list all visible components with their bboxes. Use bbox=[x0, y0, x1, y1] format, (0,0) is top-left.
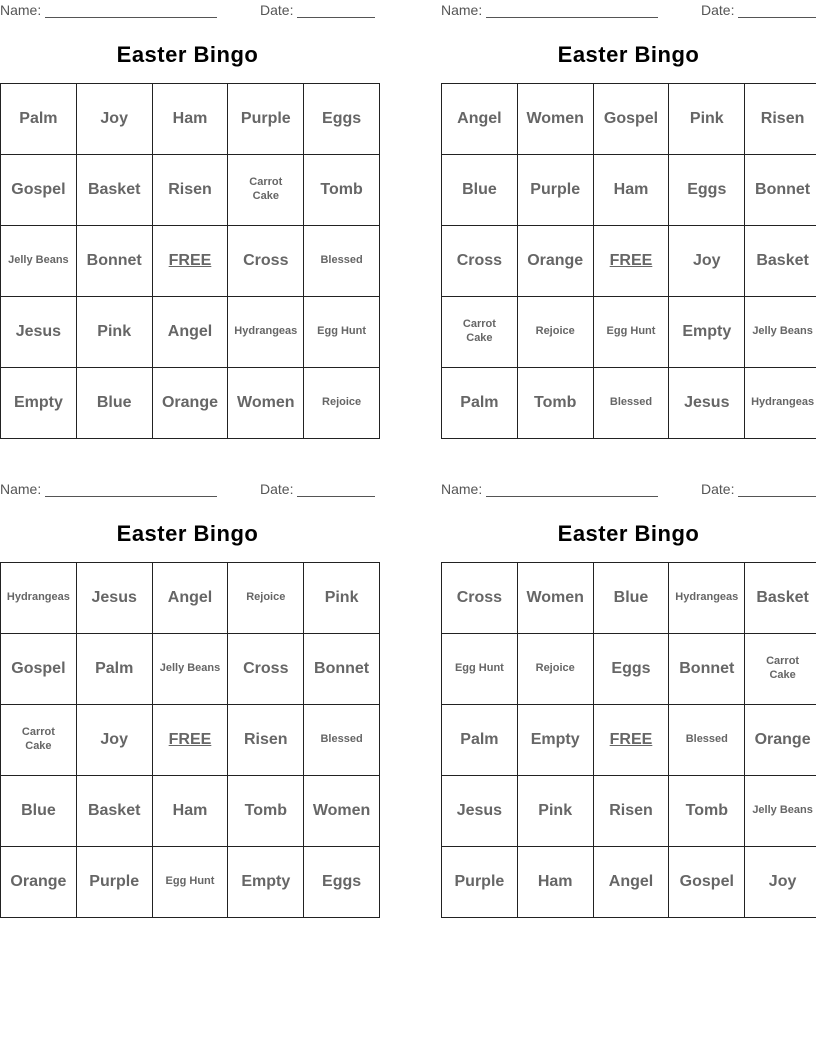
bingo-grid bbox=[0, 83, 380, 439]
bingo-row bbox=[442, 705, 816, 776]
bingo-row bbox=[442, 368, 816, 439]
date-line bbox=[297, 3, 375, 18]
date-field[interactable] bbox=[260, 481, 375, 497]
bingo-cell[interactable]: Angel bbox=[442, 84, 518, 155]
free-space[interactable]: FREE bbox=[152, 226, 228, 297]
bingo-cell[interactable]: Palm bbox=[442, 368, 518, 439]
bingo-cell[interactable]: Basket bbox=[76, 155, 152, 226]
bingo-cell[interactable]: Risen bbox=[745, 84, 816, 155]
bingo-cell[interactable]: Jelly Beans bbox=[152, 634, 228, 705]
bingo-cell[interactable]: Carrot Cake bbox=[228, 155, 304, 226]
bingo-row bbox=[442, 634, 816, 705]
name-line bbox=[45, 3, 217, 18]
bingo-cell[interactable]: Egg Hunt bbox=[304, 297, 380, 368]
bingo-cell[interactable]: Rejoice bbox=[304, 368, 380, 439]
bingo-cell[interactable]: Ham bbox=[517, 847, 593, 918]
card-title: Easter Bingo bbox=[116, 521, 259, 546]
bingo-cell[interactable]: Palm bbox=[1, 84, 77, 155]
bingo-cell[interactable]: Eggs bbox=[304, 84, 380, 155]
name-label: Name: bbox=[0, 2, 42, 18]
bingo-cell[interactable]: Joy bbox=[76, 84, 152, 155]
bingo-cell[interactable]: Risen bbox=[152, 155, 228, 226]
bingo-cell[interactable]: Ham bbox=[593, 155, 669, 226]
bingo-cell[interactable]: Blue bbox=[1, 776, 77, 847]
date-label: Date: bbox=[260, 2, 294, 18]
bingo-cell[interactable]: Women bbox=[517, 84, 593, 155]
bingo-cell[interactable]: Bonnet bbox=[76, 226, 152, 297]
bingo-row bbox=[442, 563, 816, 634]
date-line bbox=[738, 482, 816, 497]
name-field[interactable] bbox=[0, 481, 217, 497]
name-label: Name: bbox=[441, 481, 483, 497]
bingo-row bbox=[442, 84, 816, 155]
card-title: Easter Bingo bbox=[116, 42, 259, 67]
bingo-cell[interactable]: Hydrangeas bbox=[1, 563, 77, 634]
bingo-cell[interactable]: Tomb bbox=[304, 155, 380, 226]
bingo-row bbox=[442, 776, 816, 847]
bingo-row bbox=[1, 297, 380, 368]
bingo-row bbox=[442, 847, 816, 918]
bingo-cell[interactable]: Jesus bbox=[1, 297, 77, 368]
bingo-cell[interactable]: Jesus bbox=[669, 368, 745, 439]
bingo-cell[interactable]: Eggs bbox=[669, 155, 745, 226]
bingo-cell[interactable]: Egg Hunt bbox=[442, 634, 518, 705]
bingo-cell[interactable]: Women bbox=[228, 368, 304, 439]
bingo-cell[interactable]: Joy bbox=[669, 226, 745, 297]
name-line bbox=[486, 482, 658, 497]
bingo-cell[interactable]: Rejoice bbox=[517, 297, 593, 368]
bingo-cell[interactable]: Tomb bbox=[669, 776, 745, 847]
card-title: Easter Bingo bbox=[557, 42, 700, 67]
bingo-cell[interactable]: Bonnet bbox=[304, 634, 380, 705]
bingo-cell[interactable]: Risen bbox=[228, 705, 304, 776]
bingo-cell[interactable]: Gospel bbox=[593, 84, 669, 155]
bingo-cell[interactable]: Women bbox=[517, 563, 593, 634]
bingo-grid bbox=[441, 83, 816, 439]
bingo-row bbox=[1, 634, 380, 705]
bingo-cell[interactable]: Orange bbox=[152, 368, 228, 439]
bingo-row bbox=[1, 155, 380, 226]
bingo-cell[interactable]: Palm bbox=[442, 705, 518, 776]
bingo-cell[interactable]: Gospel bbox=[1, 155, 77, 226]
name-line bbox=[45, 482, 217, 497]
bingo-cell[interactable]: Eggs bbox=[593, 634, 669, 705]
bingo-cell[interactable]: Jelly Beans bbox=[745, 297, 816, 368]
date-label: Date: bbox=[701, 481, 735, 497]
bingo-cell[interactable]: Blessed bbox=[304, 705, 380, 776]
date-line bbox=[738, 3, 816, 18]
bingo-cell[interactable]: Blessed bbox=[304, 226, 380, 297]
bingo-cell[interactable]: Egg Hunt bbox=[152, 847, 228, 918]
bingo-cell[interactable]: Cross bbox=[228, 634, 304, 705]
date-label: Date: bbox=[260, 481, 294, 497]
free-space[interactable]: FREE bbox=[593, 705, 669, 776]
bingo-cell[interactable]: Jelly Beans bbox=[1, 226, 77, 297]
bingo-cell[interactable]: Empty bbox=[669, 297, 745, 368]
bingo-cell[interactable]: Rejoice bbox=[228, 563, 304, 634]
name-field[interactable] bbox=[441, 481, 658, 497]
bingo-row bbox=[442, 226, 816, 297]
bingo-cell[interactable]: Pink bbox=[304, 563, 380, 634]
bingo-cell[interactable]: Women bbox=[304, 776, 380, 847]
bingo-cell[interactable]: Purple bbox=[228, 84, 304, 155]
bingo-cell[interactable]: Blue bbox=[593, 563, 669, 634]
bingo-cell[interactable]: Basket bbox=[745, 563, 816, 634]
bingo-row bbox=[1, 368, 380, 439]
bingo-cell[interactable]: Hydrangeas bbox=[745, 368, 816, 439]
name-date-row bbox=[0, 481, 375, 499]
bingo-cell[interactable]: Orange bbox=[517, 226, 593, 297]
bingo-row bbox=[442, 155, 816, 226]
bingo-row bbox=[1, 563, 380, 634]
bingo-cell[interactable]: Blue bbox=[442, 155, 518, 226]
name-label: Name: bbox=[441, 2, 483, 18]
bingo-cell[interactable]: Orange bbox=[745, 705, 816, 776]
bingo-cell[interactable]: Angel bbox=[152, 563, 228, 634]
bingo-cell[interactable]: Palm bbox=[76, 634, 152, 705]
bingo-cell[interactable]: Jelly Beans bbox=[745, 776, 816, 847]
bingo-cell[interactable]: Eggs bbox=[304, 847, 380, 918]
bingo-cell[interactable]: Jesus bbox=[442, 776, 518, 847]
bingo-cell[interactable]: Empty bbox=[517, 705, 593, 776]
date-field[interactable] bbox=[701, 481, 816, 497]
name-date-row bbox=[441, 481, 816, 499]
bingo-cell[interactable]: Purple bbox=[442, 847, 518, 918]
bingo-cell[interactable]: Carrot Cake bbox=[1, 705, 77, 776]
bingo-cell[interactable]: Pink bbox=[669, 84, 745, 155]
bingo-cell[interactable]: Blessed bbox=[669, 705, 745, 776]
bingo-cell[interactable]: Blessed bbox=[593, 368, 669, 439]
name-field[interactable] bbox=[441, 2, 658, 18]
bingo-grid bbox=[441, 562, 816, 918]
name-date-row bbox=[441, 2, 816, 20]
bingo-row bbox=[1, 847, 380, 918]
bingo-cell[interactable]: Ham bbox=[152, 84, 228, 155]
bingo-cell[interactable]: Pink bbox=[76, 297, 152, 368]
bingo-cell[interactable]: Cross bbox=[442, 563, 518, 634]
name-date-row bbox=[0, 2, 375, 20]
bingo-cell[interactable]: Gospel bbox=[1, 634, 77, 705]
bingo-cell[interactable]: Blue bbox=[76, 368, 152, 439]
bingo-cell[interactable]: Angel bbox=[152, 297, 228, 368]
bingo-cell[interactable]: Angel bbox=[593, 847, 669, 918]
date-field[interactable] bbox=[260, 2, 375, 18]
bingo-cell[interactable]: Purple bbox=[517, 155, 593, 226]
bingo-cell[interactable]: Empty bbox=[228, 847, 304, 918]
bingo-cell[interactable]: Joy bbox=[76, 705, 152, 776]
bingo-cell[interactable]: Joy bbox=[745, 847, 816, 918]
bingo-cell[interactable]: Pink bbox=[517, 776, 593, 847]
bingo-cell[interactable]: Cross bbox=[228, 226, 304, 297]
bingo-cell[interactable]: Empty bbox=[1, 368, 77, 439]
bingo-cell[interactable]: Hydrangeas bbox=[228, 297, 304, 368]
date-label: Date: bbox=[701, 2, 735, 18]
bingo-cell[interactable]: Tomb bbox=[517, 368, 593, 439]
name-line bbox=[486, 3, 658, 18]
bingo-cell[interactable]: Purple bbox=[76, 847, 152, 918]
name-label: Name: bbox=[0, 481, 42, 497]
bingo-cell[interactable]: Basket bbox=[76, 776, 152, 847]
bingo-cell[interactable]: Carrot Cake bbox=[442, 297, 518, 368]
bingo-cell[interactable]: Jesus bbox=[76, 563, 152, 634]
bingo-row bbox=[1, 84, 380, 155]
name-field[interactable] bbox=[0, 2, 217, 18]
bingo-row bbox=[442, 297, 816, 368]
bingo-cell[interactable]: Risen bbox=[593, 776, 669, 847]
bingo-cell[interactable]: Bonnet bbox=[669, 634, 745, 705]
bingo-cell[interactable]: Orange bbox=[1, 847, 77, 918]
card-title: Easter Bingo bbox=[557, 521, 700, 546]
bingo-cell[interactable]: Rejoice bbox=[517, 634, 593, 705]
bingo-cell[interactable]: Carrot Cake bbox=[745, 634, 816, 705]
date-line bbox=[297, 482, 375, 497]
bingo-cell[interactable]: Gospel bbox=[669, 847, 745, 918]
bingo-cell[interactable]: Tomb bbox=[228, 776, 304, 847]
bingo-row bbox=[1, 226, 380, 297]
free-space[interactable]: FREE bbox=[593, 226, 669, 297]
bingo-cell[interactable]: Basket bbox=[745, 226, 816, 297]
bingo-row bbox=[1, 705, 380, 776]
bingo-cell[interactable]: Hydrangeas bbox=[669, 563, 745, 634]
date-field[interactable] bbox=[701, 2, 816, 18]
bingo-cell[interactable]: Ham bbox=[152, 776, 228, 847]
bingo-row bbox=[1, 776, 380, 847]
bingo-grid bbox=[0, 562, 380, 918]
bingo-cell[interactable]: Cross bbox=[442, 226, 518, 297]
free-space[interactable]: FREE bbox=[152, 705, 228, 776]
bingo-cell[interactable]: Bonnet bbox=[745, 155, 816, 226]
bingo-cell[interactable]: Egg Hunt bbox=[593, 297, 669, 368]
